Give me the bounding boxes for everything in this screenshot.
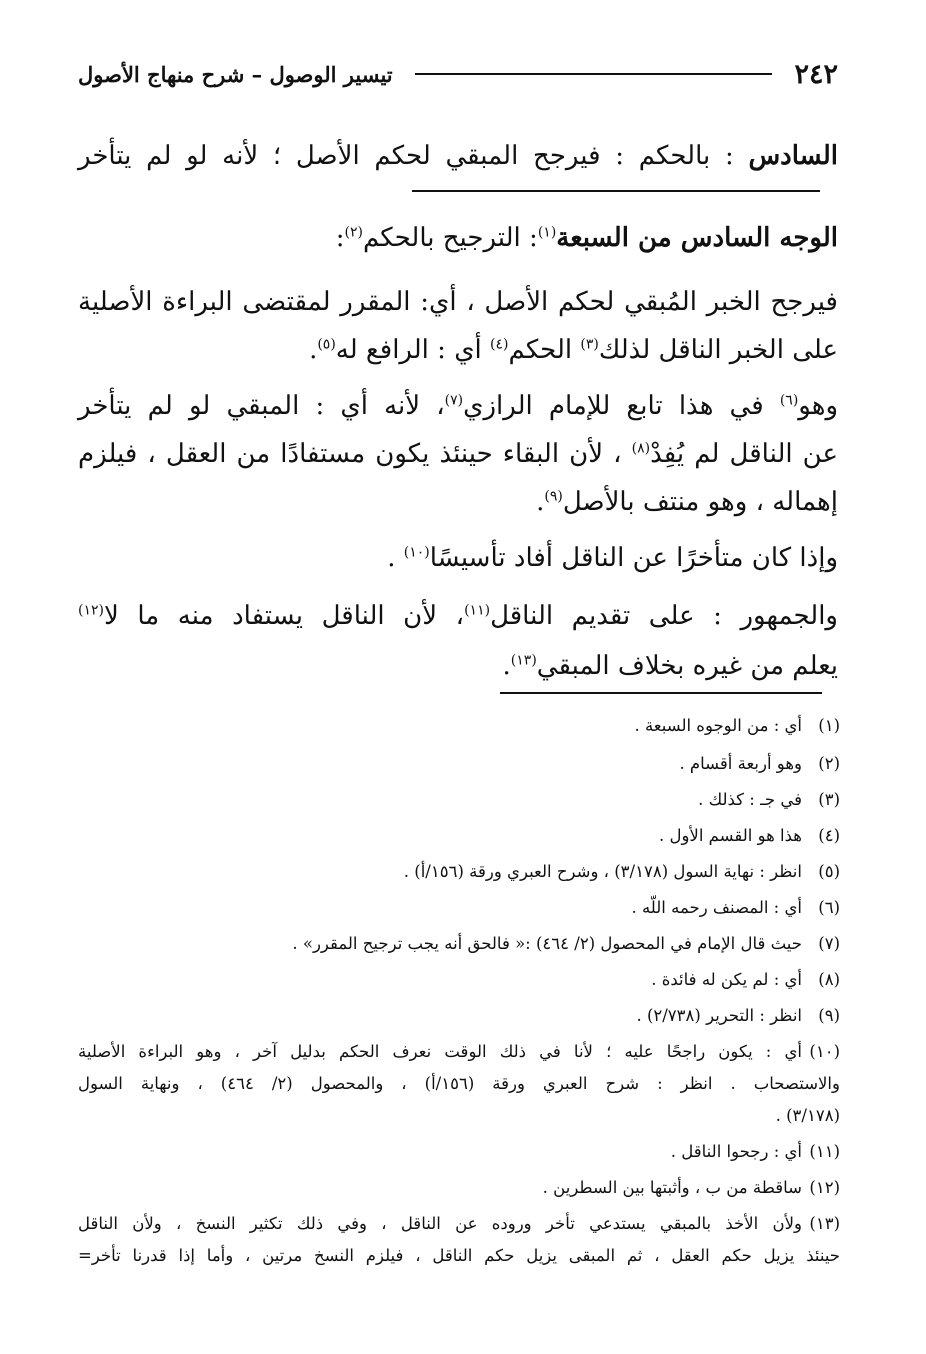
footnote-number: (٦) [818, 898, 840, 917]
note-ref-9[interactable]: (٩) [544, 488, 563, 505]
footnote [78, 854, 840, 890]
heading-end: : [335, 223, 345, 253]
footnote-text: ولأن الأخذ بالمبقي يستدعي تأخر وروده عن الناقل ، وفي ذلك تكثير النسخ ، ولأن الناقل [78, 1214, 802, 1233]
page-number: ٢٤٢ [794, 58, 838, 90]
note-ref-8[interactable]: (٨) [631, 440, 651, 457]
p2-text-c: ، لأنه أي : المبقي لو لم يتأخر [78, 391, 445, 421]
footnote [78, 926, 840, 962]
heading-rest: : الترجيح بالحكم [362, 223, 538, 253]
p1-text-d: . [309, 335, 318, 365]
section-heading [336, 218, 838, 258]
footnote-number: (١١) [809, 1142, 840, 1161]
footnote-text: ساقطة من ب ، وأثبتها بين السطرين . [542, 1178, 802, 1197]
note-ref-11[interactable]: (١١) [464, 602, 491, 619]
footnote-number: (٥) [818, 862, 840, 881]
footnote-number: (١) [818, 716, 840, 735]
page-header [78, 52, 838, 96]
note-ref-6[interactable]: (٦) [779, 392, 799, 409]
footnote-text: أي : يكون راجحًا عليه ؛ لأنا في ذلك الوقت نعرف الحكم بدليل آخر ، وهو البراءة الأصلية [78, 1042, 802, 1061]
footnote-text: حيث قال الإمام في المحصول (٢/ ٤٦٤) :« فالحق أنه يجب ترجيح المقرر» . [292, 934, 802, 953]
footnote-number: (٤) [818, 826, 840, 845]
note-ref-13[interactable]: (١٣) [510, 652, 537, 669]
book-title: تيسير الوصول – شرح منهاج الأصول [78, 61, 393, 87]
footnote [78, 1170, 840, 1206]
p1-line-1: فيرجح الخبر المُبقي لحكم الأصل ، أي: المقرر لمقتضى البراءة الأصلية [78, 287, 838, 317]
footnote-number: (٧) [818, 934, 840, 953]
p3-line-1 [387, 538, 838, 578]
footnote [78, 818, 840, 854]
p4-text-b: ، لأن الناقل يستفاد منه ما لا [103, 601, 465, 631]
p3-text-b: . [387, 543, 396, 573]
footnote [78, 998, 840, 1034]
footnote-continued: حينئذ يزيل حكم العقل ، ثم المبقى يزيل حكم الناقل ، فيلزم النسخ مرتين ، وأما إذا قدرنا تأخر= [78, 1246, 840, 1265]
p2-text-g: . [536, 487, 545, 517]
p2-line-1 [78, 386, 838, 426]
footnote-number: (١٣) [809, 1214, 840, 1233]
note-ref-7[interactable]: (٧) [444, 392, 464, 409]
footnote [78, 1206, 840, 1242]
p4-text-c: يعلم من غيره بخلاف المبقي [536, 651, 838, 681]
note-ref-12[interactable]: (١٢) [78, 602, 104, 619]
footnote-text: أي : من الوجوه السبعة . [634, 716, 802, 735]
matn-text: : بالحكم : فيرجح المبقي لحكم الأصل ؛ لأنه لو لم يتأخر [78, 141, 734, 171]
p4-text-a: والجمهور : على تقديم الناقل [490, 601, 838, 631]
matn-underline [412, 190, 820, 192]
footnote-number: (٢) [818, 754, 840, 773]
note-ref-5[interactable]: (٥) [317, 336, 336, 353]
footnote-text: أي : لم يكن له فائدة . [651, 970, 802, 989]
footnote-text: وهو أربعة أقسام . [679, 754, 802, 773]
note-ref-1[interactable]: (١) [537, 224, 557, 241]
p2-text-d: عن الناقل لم يُفِدْ [650, 439, 838, 469]
footnote-text: هذا هو القسم الأول . [658, 826, 802, 845]
footnote [78, 1034, 840, 1070]
p2-text-e: ، لأن البقاء حينئذ يكون مستفادًا من العقل ، فيلزم [78, 439, 622, 469]
note-ref-3[interactable]: (٣) [580, 336, 599, 353]
p4-line-1 [78, 596, 838, 636]
p2-line-3 [536, 482, 838, 522]
footnote [78, 708, 840, 744]
note-ref-10[interactable]: (١٠) [403, 544, 430, 561]
footnote [78, 1134, 840, 1170]
footnote-continued: (٣/١٧٨) . [775, 1106, 840, 1125]
p1-text-c: أي : الرافع له [335, 335, 482, 365]
footnote-text: انظر : التحرير (٢/٧٣٨) . [636, 1006, 802, 1025]
footnote-continued: والاستصحاب . انظر : شرح العبري ورقة (١٥٦/أ) ، والمحصول (٢/ ٤٦٤) ، ونهاية السول [78, 1074, 840, 1093]
p1-text-b: الحكم [508, 335, 573, 365]
p2-text-f: إهماله ، وهو منتف بالأصل [562, 487, 838, 517]
header-rule [415, 73, 773, 75]
p3-text-a: وإذا كان متأخرًا عن الناقل أفاد تأسيسًا [429, 543, 838, 573]
footnote-number: (٨) [818, 970, 840, 989]
footnote-number: (١٢) [809, 1178, 840, 1197]
footnote-text: أي : المصنف رحمه اللّه . [631, 898, 802, 917]
footnote [78, 782, 840, 818]
footnote-number: (١٠) [809, 1042, 840, 1061]
heading-bold: الوجه السادس من السبعة [556, 223, 838, 253]
p2-text-b: في هذا تابع للإمام الرازي [463, 391, 764, 421]
footnote-text: أي : رجحوا الناقل . [670, 1142, 802, 1161]
p2-text-a: وهو [798, 391, 838, 421]
footnote [78, 962, 840, 998]
p1-line-2 [309, 330, 838, 370]
matn-lead: السادس [748, 141, 839, 171]
footnote-number: (٣) [818, 790, 840, 809]
p1-text-a: على الخبر الناقل لذلك [598, 335, 838, 365]
matn-line [78, 136, 838, 176]
footnote-number: (٩) [818, 1006, 840, 1025]
p4-text-d: . [502, 651, 511, 681]
note-ref-2[interactable]: (٢) [344, 224, 363, 241]
footnote [78, 890, 840, 926]
p4-line-2 [503, 646, 838, 686]
footnote-text: انظر : نهاية السول (٣/١٧٨) ، وشرح العبري ورقة (١٥٦/أ) . [403, 862, 802, 881]
footnote [78, 746, 840, 782]
p2-line-2 [78, 434, 838, 474]
note-ref-4[interactable]: (٤) [490, 336, 509, 353]
footnote-text: في جـ : كذلك . [698, 790, 802, 809]
footnote-separator [500, 692, 822, 694]
